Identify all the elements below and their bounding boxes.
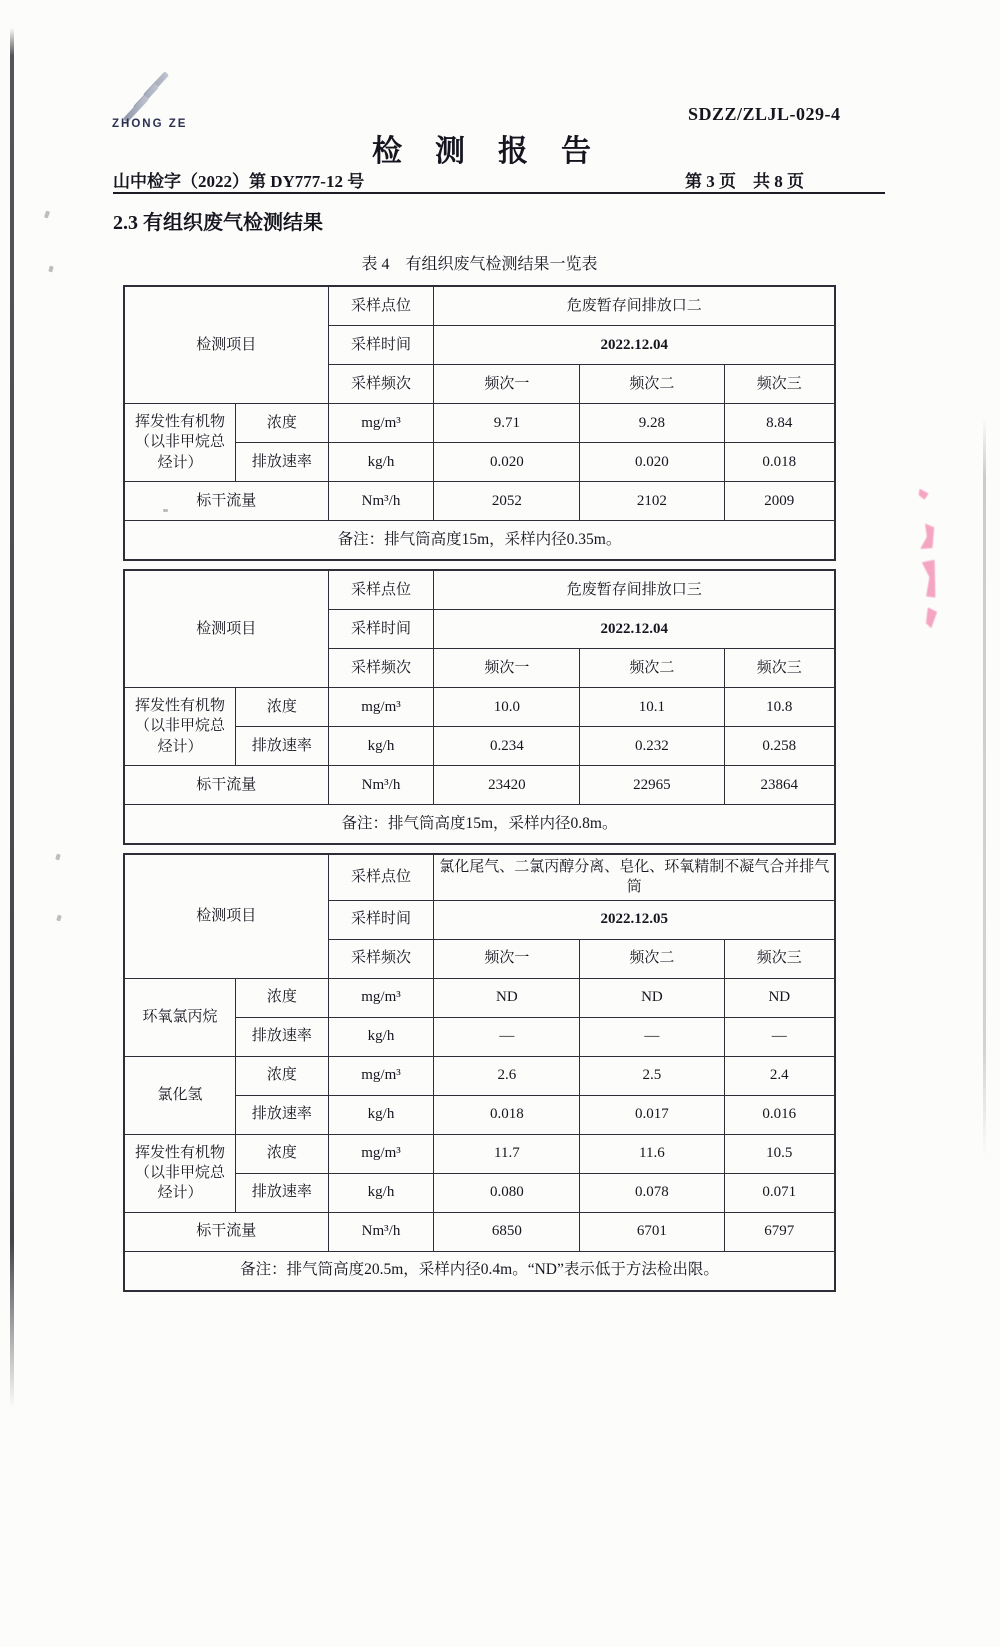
cell-value: 0.258: [724, 727, 835, 766]
result-table-2: [123, 569, 836, 845]
cell-freq-2: 频次二: [580, 365, 724, 404]
header-rule: [113, 192, 885, 194]
cell-value: 10.8: [724, 688, 835, 727]
data-row: [124, 1056, 835, 1095]
table-caption: 表 4 有组织废气检测结果一览表: [361, 256, 598, 273]
cell-pollutant-name: 挥发性有机物（以非甲烷总烃计）: [124, 688, 236, 766]
remark-row: [124, 805, 835, 845]
cell-item-label: 检测项目: [124, 854, 328, 978]
cell-value: 9.28: [580, 404, 724, 443]
cell-value: 0.016: [724, 1095, 835, 1134]
flow-row: [124, 482, 835, 521]
cell-time-value: 2022.12.05: [434, 900, 835, 939]
remark-row: [124, 521, 835, 561]
red-stamp-fragment: [906, 486, 940, 636]
cell-point-label: 采样点位: [328, 286, 434, 326]
cell-metric-label: 浓度: [236, 978, 328, 1017]
scan-speck: [44, 211, 50, 219]
cell-unit: kg/h: [328, 1173, 434, 1212]
cell-unit: mg/m³: [328, 1134, 434, 1173]
cell-unit: kg/h: [328, 1017, 434, 1056]
report-number: 山中检字（2022）第 DY777-12 号: [113, 172, 365, 191]
cell-unit: kg/h: [328, 727, 434, 766]
report-title: 检测报告: [372, 135, 624, 168]
cell-unit: Nm³/h: [328, 1212, 434, 1251]
cell-point-label: 采样点位: [328, 570, 434, 610]
cell-time-label: 采样时间: [328, 610, 434, 649]
cell-value: 0.232: [580, 727, 724, 766]
cell-point-value: 危废暂存间排放口二: [434, 286, 835, 326]
cell-value: 0.080: [434, 1173, 580, 1212]
cell-pollutant-name: 挥发性有机物（以非甲烷总烃计）: [124, 404, 236, 482]
doc-code: SDZZ/ZLJL-029-4: [688, 104, 841, 124]
cell-value: 6797: [724, 1212, 835, 1251]
cell-unit: kg/h: [328, 443, 434, 482]
cell-value: 8.84: [724, 404, 835, 443]
cell-value: 10.1: [580, 688, 724, 727]
cell-value: 0.071: [724, 1173, 835, 1212]
cell-value: 2.4: [724, 1056, 835, 1095]
cell-value: 2.6: [434, 1056, 580, 1095]
cell-time-label: 采样时间: [328, 900, 434, 939]
cell-value: 10.0: [434, 688, 580, 727]
cell-time-label: 采样时间: [328, 326, 434, 365]
remark-row: [124, 1251, 835, 1291]
cell-item-label: 检测项目: [124, 570, 328, 688]
cell-freq-3: 频次三: [724, 649, 835, 688]
tables-container: [123, 285, 836, 1300]
cell-value: 11.7: [434, 1134, 580, 1173]
cell-unit: mg/m³: [328, 1056, 434, 1095]
cell-value: 11.6: [580, 1134, 724, 1173]
flow-row: [124, 766, 835, 805]
cell-remark: 备注：排气筒高度15m，采样内径0.8m。: [124, 805, 835, 845]
cell-metric-label: 浓度: [236, 1134, 328, 1173]
cell-value: 0.020: [580, 443, 724, 482]
cell-value: 0.078: [580, 1173, 724, 1212]
result-table-3: [123, 853, 836, 1292]
cell-freq-1: 频次一: [434, 365, 580, 404]
data-row: [124, 1134, 835, 1173]
cell-metric-label: 排放速率: [236, 1017, 328, 1056]
cell-pollutant-name: 挥发性有机物（以非甲烷总烃计）: [124, 1134, 236, 1212]
cell-value: 9.71: [434, 404, 580, 443]
cell-metric-label: 浓度: [236, 404, 328, 443]
header-row-point: [124, 286, 835, 326]
cell-freq-label: 采样频次: [328, 649, 434, 688]
scan-speck: [48, 266, 53, 273]
cell-metric-label: 浓度: [236, 1056, 328, 1095]
scan-speck: [55, 854, 61, 861]
cell-freq-3: 频次三: [724, 939, 835, 978]
cell-remark: 备注：排气筒高度20.5m，采样内径0.4m。“ND”表示低于方法检出限。: [124, 1251, 835, 1291]
cell-metric-label: 浓度: [236, 688, 328, 727]
cell-value: 0.018: [434, 1095, 580, 1134]
cell-value: 6850: [434, 1212, 580, 1251]
cell-value: —: [580, 1017, 724, 1056]
cell-value: 23420: [434, 766, 580, 805]
cell-remark: 备注：排气筒高度15m，采样内径0.35m。: [124, 521, 835, 561]
cell-unit: Nm³/h: [328, 766, 434, 805]
cell-value: 10.5: [724, 1134, 835, 1173]
cell-value: 23864: [724, 766, 835, 805]
cell-unit: mg/m³: [328, 404, 434, 443]
cell-value: ND: [724, 978, 835, 1017]
data-row: [124, 404, 835, 443]
cell-item-label: 检测项目: [124, 286, 328, 404]
cell-value: 6701: [580, 1212, 724, 1251]
cell-value: 0.234: [434, 727, 580, 766]
cell-flow-label: 标干流量: [124, 482, 328, 521]
cell-value: 2009: [724, 482, 835, 521]
cell-time-value: 2022.12.04: [434, 610, 835, 649]
cell-freq-1: 频次一: [434, 939, 580, 978]
cell-freq-2: 频次二: [580, 939, 724, 978]
cell-flow-label: 标干流量: [124, 1212, 328, 1251]
header-row-point: [124, 854, 835, 900]
cell-unit: kg/h: [328, 1095, 434, 1134]
cell-metric-label: 排放速率: [236, 727, 328, 766]
scan-edge-left: [10, 28, 14, 1408]
result-table-1: [123, 285, 836, 561]
data-row: [124, 978, 835, 1017]
cell-unit: mg/m³: [328, 978, 434, 1017]
cell-value: 2102: [580, 482, 724, 521]
cell-value: 0.017: [580, 1095, 724, 1134]
cell-value: ND: [580, 978, 724, 1017]
cell-pollutant-name: 环氧氯丙烷: [124, 978, 236, 1056]
cell-pollutant-name: 氯化氢: [124, 1056, 236, 1134]
brand-logo: [112, 70, 192, 132]
cell-value: ND: [434, 978, 580, 1017]
cell-freq-label: 采样频次: [328, 365, 434, 404]
cell-metric-label: 排放速率: [236, 1173, 328, 1212]
cell-metric-label: 排放速率: [236, 443, 328, 482]
cell-point-value: 危废暂存间排放口三: [434, 570, 835, 610]
cell-flow-label: 标干流量: [124, 766, 328, 805]
cell-value: 22965: [580, 766, 724, 805]
data-row: [124, 688, 835, 727]
page-indicator: 第 3 页 共 8 页: [685, 172, 804, 191]
scan-edge-right: [983, 418, 986, 1158]
cell-freq-label: 采样频次: [328, 939, 434, 978]
flow-row: [124, 1212, 835, 1251]
cell-time-value: 2022.12.04: [434, 326, 835, 365]
section-heading: 2.3 有组织废气检测结果: [113, 212, 323, 234]
cell-value: 0.018: [724, 443, 835, 482]
cell-value: —: [724, 1017, 835, 1056]
cell-point-label: 采样点位: [328, 854, 434, 900]
cell-freq-1: 频次一: [434, 649, 580, 688]
cell-metric-label: 排放速率: [236, 1095, 328, 1134]
cell-unit: Nm³/h: [328, 482, 434, 521]
header-row-point: [124, 570, 835, 610]
cell-freq-2: 频次二: [580, 649, 724, 688]
brand-logo-text: ZHONG ZE: [112, 118, 188, 130]
cell-value: 0.020: [434, 443, 580, 482]
cell-value: —: [434, 1017, 580, 1056]
scan-speck: [56, 915, 62, 922]
cell-value: 2052: [434, 482, 580, 521]
cell-value: 2.5: [580, 1056, 724, 1095]
cell-freq-3: 频次三: [724, 365, 835, 404]
cell-unit: mg/m³: [328, 688, 434, 727]
cell-point-value: 氯化尾气、二氯丙醇分离、皂化、环氧精制不凝气合并排气筒: [434, 854, 835, 900]
